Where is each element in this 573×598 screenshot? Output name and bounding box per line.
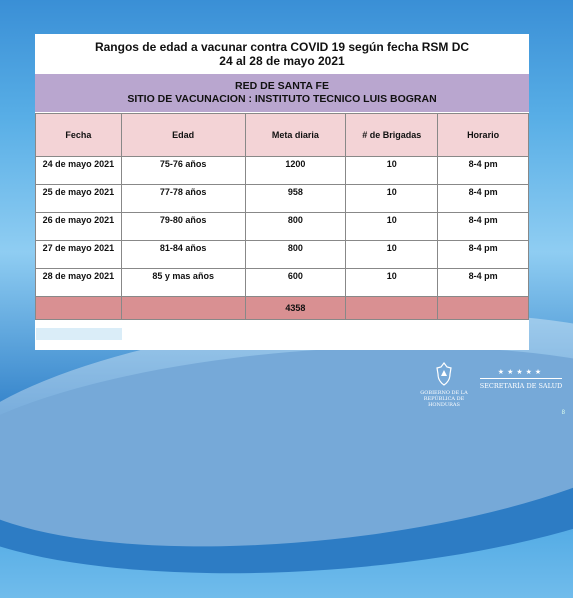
cell-meta: 800	[245, 213, 346, 227]
total-empty-cell	[438, 297, 529, 320]
ministry-logo	[476, 368, 566, 390]
cell-brigadas: 10	[346, 269, 438, 283]
document-title	[35, 34, 529, 70]
table-header-row	[36, 114, 529, 157]
cell-meta: 1200	[245, 157, 346, 171]
header-horario: Horario	[438, 114, 529, 157]
total-empty-cell	[121, 297, 245, 320]
title-line-2: 24 al 28 de mayo 2021	[219, 54, 345, 68]
table-row	[36, 241, 529, 255]
schedule-card	[35, 34, 529, 350]
table-row	[36, 213, 529, 227]
table-row	[36, 269, 529, 283]
header-meta: Meta diaria	[245, 114, 346, 157]
cell-meta: 958	[245, 185, 346, 199]
total-row	[36, 297, 529, 320]
header-brigadas: # de Brigadas	[346, 114, 438, 157]
total-empty-cell	[346, 297, 438, 320]
government-logo-line1: GOBIERNO DE LA	[420, 390, 468, 396]
cell-edad: 79-80 años	[121, 213, 245, 227]
cell-meta: 800	[245, 241, 346, 255]
table-row	[36, 157, 529, 171]
ministry-name: SECRETARÍA DE SALUD	[479, 382, 563, 390]
cell-horario: 8-4 pm	[438, 241, 529, 255]
logo-divider	[480, 378, 562, 379]
row-spacer	[36, 226, 529, 241]
stars-icon: ★★★★★	[497, 368, 545, 376]
honduras-emblem-icon	[434, 362, 454, 386]
government-logo-line2: REPÚBLICA DE HONDURAS	[423, 396, 465, 408]
header-fecha: Fecha	[36, 114, 122, 157]
cell-fecha: 26 de mayo 2021	[36, 213, 122, 227]
government-logo	[414, 362, 474, 408]
title-line-1: Rangos de edad a vacunar contra COVID 19 según fecha RSM DC	[94, 40, 470, 54]
header-edad: Edad	[121, 114, 245, 157]
row-spacer	[36, 170, 529, 185]
cell-fecha: 28 de mayo 2021	[36, 269, 122, 283]
table-row	[36, 185, 529, 199]
cell-brigadas: 10	[346, 157, 438, 171]
cell-horario: 8-4 pm	[438, 269, 529, 283]
cell-horario: 8-4 pm	[438, 157, 529, 171]
cell-horario: 8-4 pm	[438, 185, 529, 199]
row-spacer	[36, 198, 529, 213]
total-empty-cell	[36, 297, 122, 320]
corner-mark: 8	[561, 410, 565, 416]
total-meta: 4358	[245, 297, 346, 320]
cell-brigadas: 10	[346, 241, 438, 255]
blurred-text-bar	[36, 328, 122, 340]
cell-edad: 75-76 años	[121, 157, 245, 171]
cell-edad: 81-84 años	[121, 241, 245, 255]
cell-fecha: 25 de mayo 2021	[36, 185, 122, 199]
cell-fecha: 27 de mayo 2021	[36, 241, 122, 255]
red-site-banner	[35, 74, 529, 112]
cell-brigadas: 10	[346, 185, 438, 199]
site-name: SITIO DE VACUNACION : INSTITUTO TECNICO LUIS BOGRAN	[127, 93, 437, 105]
vaccination-table	[35, 113, 529, 320]
cell-edad: 85 y mas años	[121, 269, 245, 283]
cell-edad: 77-78 años	[121, 185, 245, 199]
cell-fecha: 24 de mayo 2021	[36, 157, 122, 171]
row-spacer	[36, 282, 529, 297]
row-spacer	[36, 254, 529, 269]
cell-meta: 600	[245, 269, 346, 283]
red-name: RED DE SANTA FE	[235, 80, 329, 92]
cell-brigadas: 10	[346, 213, 438, 227]
cell-horario: 8-4 pm	[438, 213, 529, 227]
